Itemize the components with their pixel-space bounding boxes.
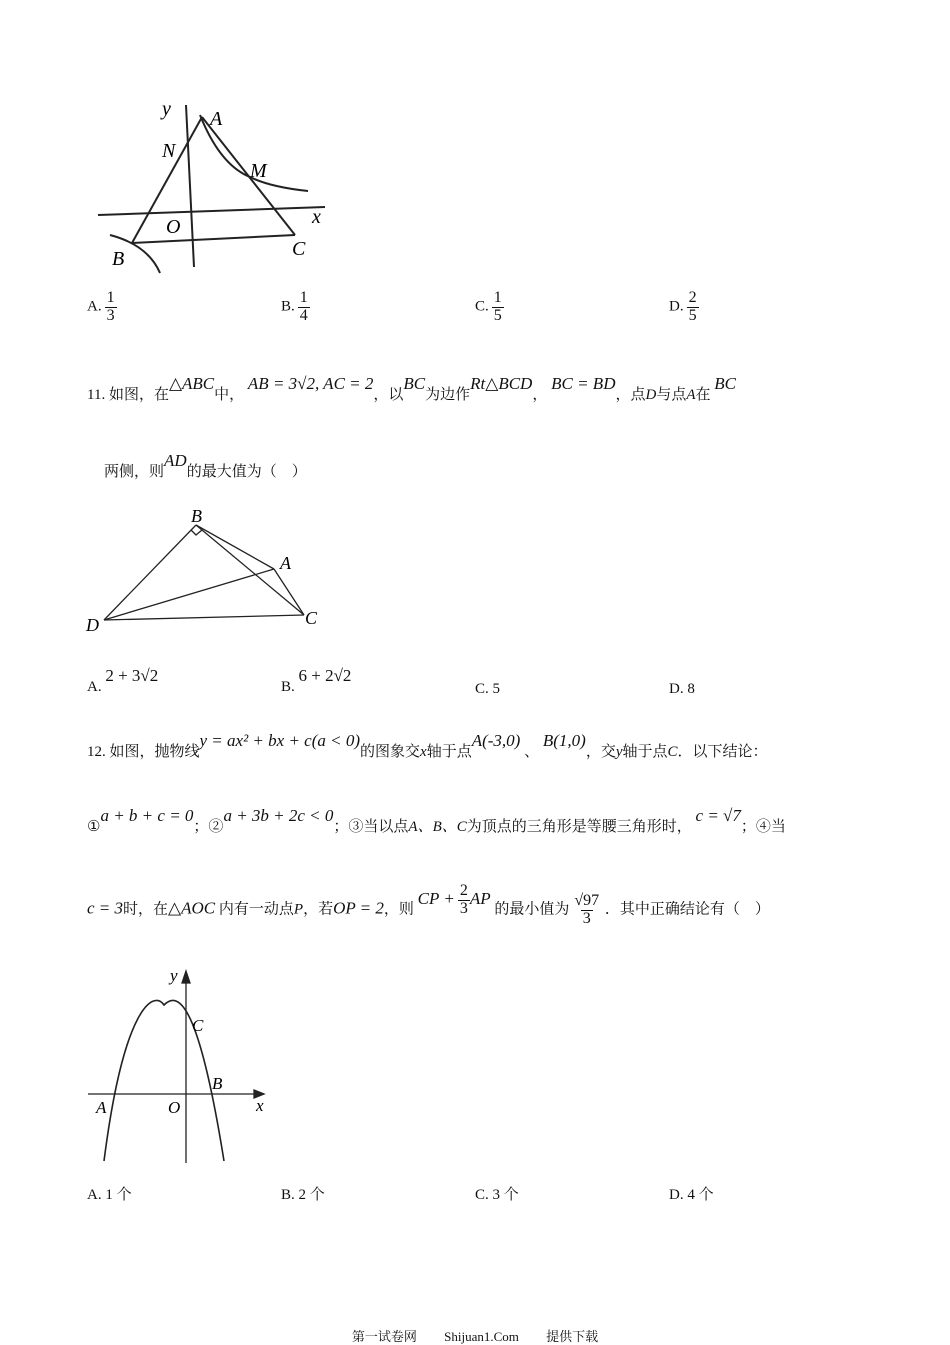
q11-option-c[interactable]: C. 5	[475, 681, 501, 697]
q11-figure	[84, 505, 334, 635]
fig-label: O	[166, 216, 181, 238]
q10-option-a[interactable]: A. $\frac{1}{3}$	[87, 289, 115, 324]
q12-option-d[interactable]: D. 4 个	[669, 1187, 714, 1203]
footer-site: 第一试卷网	[351, 1329, 417, 1344]
fig-label: B	[191, 506, 202, 526]
fig-label: C	[305, 608, 318, 628]
footer-domain[interactable]: Shijuan1.Com	[444, 1329, 519, 1344]
fig-label: x	[256, 1096, 264, 1115]
footer-note: 提供下载	[546, 1329, 599, 1344]
fig-label: A	[210, 108, 223, 130]
fig-label: B	[212, 1074, 223, 1093]
q10-option-c[interactable]: C. $\frac{1}{5}$	[475, 289, 502, 324]
fig-label: N	[162, 140, 176, 162]
fig-label: B	[112, 248, 125, 270]
q10-option-d[interactable]: D. $\frac{2}{5}$	[669, 289, 697, 324]
q10-figure	[90, 95, 335, 275]
q12-option-b[interactable]: B. 2 个	[281, 1187, 325, 1203]
fig-label: y	[170, 966, 178, 985]
q11-option-b[interactable]: B. 6 + 2√2	[281, 666, 352, 695]
q11-option-a[interactable]: A. 2 + 3√2	[87, 666, 159, 695]
q10-option-b[interactable]: B. $\frac{1}{4}$	[281, 289, 308, 324]
q11-stem-line1: 11. 如图，在△ABC中， AB = 3√2, AC = 2，以BC为边作Rt△BCD， BC = BD，点D与点A在 BC	[87, 374, 737, 403]
fig-label: C	[292, 238, 306, 260]
q12-option-a[interactable]: A. 1 个	[87, 1187, 132, 1203]
fig-label: C	[192, 1016, 204, 1035]
fig-label: M	[250, 160, 267, 182]
q12-figure	[84, 965, 284, 1165]
page-footer	[0, 1326, 950, 1345]
q11-stem-line2: 两侧，则AD的最大值为（ ）	[104, 451, 307, 480]
q12-stem-line1: 12. 如图，抛物线y = ax² + bx + c(a < 0)的图象交x轴于点A(-3,0) 、 B(1,0)，交y轴于点C．以下结论：	[87, 731, 768, 760]
fig-label: D	[86, 615, 99, 635]
q12-stem-line3: c = 3时，在△AOC 内有一动点P，若OP = 2，则 CP + $\frac{2}{3}$ AP 的最小值为 $\frac{√97}{3}$ ．其中正确结论有（ ）	[87, 882, 770, 927]
fig-label: A	[280, 553, 291, 573]
q11-option-d[interactable]: D. 8	[669, 681, 695, 697]
fig-label: O	[168, 1098, 181, 1117]
q12-option-c[interactable]: C. 3 个	[475, 1187, 519, 1203]
fig-label: y	[162, 98, 171, 120]
q12-stem-line2: ①a + b + c = 0；②a + 3b + 2c < 0；③当以点A、B、C为顶点的三角形是等腰三角形时， c = √7；④当	[87, 806, 786, 835]
fig-label: A	[96, 1098, 107, 1117]
fig-label: x	[312, 206, 321, 228]
